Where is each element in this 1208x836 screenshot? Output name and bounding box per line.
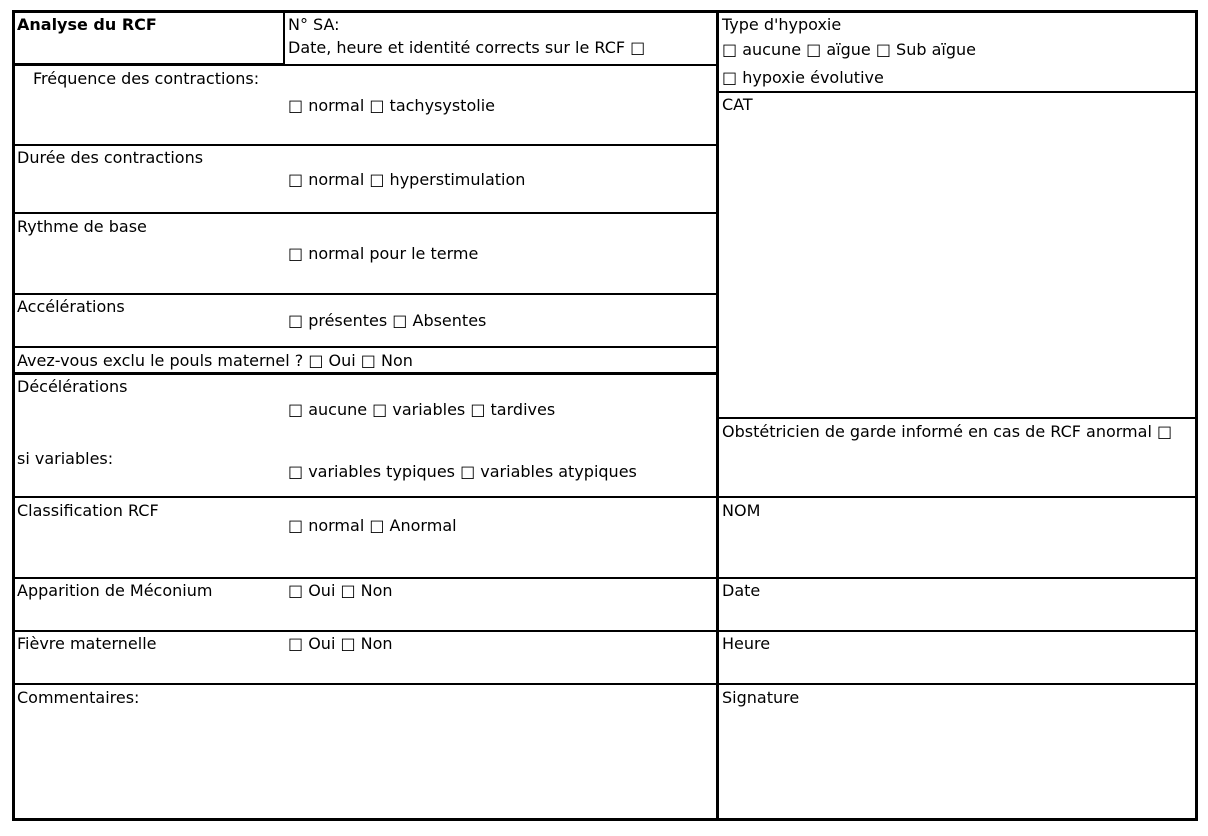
divider-accel-bottom <box>14 346 717 348</box>
date-label: Date <box>722 581 761 600</box>
divider-nom-bottom <box>718 577 1196 579</box>
freq-label: Fréquence des contractions: <box>33 69 260 88</box>
sivar-label: si variables: <box>17 449 114 468</box>
cat-label: CAT <box>722 95 753 114</box>
date-check[interactable]: Date, heure et identité corrects sur le RCF □ <box>288 38 646 57</box>
divider-title-right <box>283 12 285 66</box>
divider-freq-bottom <box>14 144 717 146</box>
comment-label: Commentaires: <box>17 688 140 707</box>
class-label: Classification RCF <box>17 501 159 520</box>
hypoxie-options-2[interactable]: □ hypoxie évolutive <box>722 68 884 87</box>
fievre-options[interactable]: □ Oui □ Non <box>288 634 393 653</box>
accel-options[interactable]: □ présentes □ Absentes <box>288 311 487 330</box>
accel-label: Accélérations <box>17 297 125 316</box>
divider-decel-bottom <box>14 496 717 498</box>
divider-meco-bottom <box>14 630 717 632</box>
divider-rythme-bottom <box>14 293 717 295</box>
nom-label: NOM <box>722 501 761 520</box>
duree-label: Durée des contractions <box>17 148 204 167</box>
freq-options[interactable]: □ normal □ tachysystolie <box>288 96 495 115</box>
divider-date-bottom <box>718 630 1196 632</box>
meco-label: Apparition de Méconium <box>17 581 213 600</box>
meco-options[interactable]: □ Oui □ Non <box>288 581 393 600</box>
pouls-question[interactable]: Avez-vous exclu le pouls maternel ? □ Oui □ Non <box>17 351 413 370</box>
divider-pouls-bottom <box>14 372 717 375</box>
duree-options[interactable]: □ normal □ hyperstimulation <box>288 170 526 189</box>
divider-main <box>716 12 719 819</box>
class-options[interactable]: □ normal □ Anormal <box>288 516 457 535</box>
rythme-label: Rythme de base <box>17 217 147 236</box>
signature-label: Signature <box>722 688 800 707</box>
divider-hypoxie-bottom <box>718 91 1196 93</box>
decel-label: Décélérations <box>17 377 128 396</box>
rythme-options[interactable]: □ normal pour le terme <box>288 244 479 263</box>
fievre-label: Fièvre maternelle <box>17 634 157 653</box>
obst-label[interactable]: Obstétricien de garde informé en cas de RCF anormal □ <box>722 422 1173 441</box>
heure-label: Heure <box>722 634 771 653</box>
divider-class-bottom <box>14 577 717 579</box>
form-title: Analyse du RCF <box>17 15 157 34</box>
divider-sa-bottom <box>284 64 717 66</box>
divider-fievre-bottom <box>14 683 717 685</box>
form-frame <box>12 10 1198 821</box>
divider-heure-bottom <box>718 683 1196 685</box>
divider-duree-bottom <box>14 212 717 214</box>
divider-cat-bottom <box>718 417 1196 419</box>
hypoxie-label: Type d'hypoxie <box>722 15 842 34</box>
sa-label: N° SA: <box>288 15 340 34</box>
sivar-options[interactable]: □ variables typiques □ variables atypiques <box>288 462 637 481</box>
decel-options[interactable]: □ aucune □ variables □ tardives <box>288 400 556 419</box>
divider-obst-bottom <box>718 496 1196 498</box>
divider-title-bottom <box>14 63 284 66</box>
hypoxie-options-1[interactable]: □ aucune □ aïgue □ Sub aïgue <box>722 40 976 59</box>
